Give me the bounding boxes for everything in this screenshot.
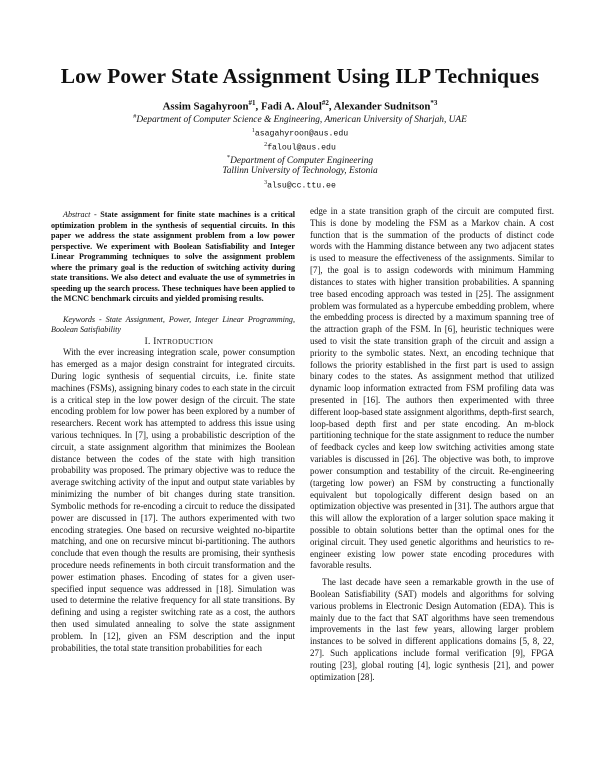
email-text: asagahyroon@aus.edu — [254, 129, 349, 139]
section-first-letter: I — [153, 335, 157, 346]
right-column — [310, 206, 554, 684]
affiliation-2-line-2: Tallinn University of Technology, Estonia — [222, 166, 378, 176]
affiliation-line-1: Department of Computer Engineering — [230, 156, 374, 167]
section-rest: NTRODUCTION — [156, 336, 214, 346]
affiliation-text: Department of Computer Science & Engineering, American University of Sharjah, UAE — [136, 115, 467, 126]
author-name: Fadi A. Aloul — [260, 100, 322, 113]
author-line — [0, 99, 600, 113]
abstract-label: Abstract - — [63, 210, 97, 219]
author-mark: *3 — [430, 99, 438, 107]
email-1 — [0, 128, 600, 139]
intro-paragraph: With the ever increasing integration scale, power consumption has emerged as a major design constraint for integrated circuits. During logic synthesis of sequential circuits, i.e. finite state machines (FSMs), assigning binary codes to each state in the circuit is a critical step in the low power design of the circuit. The state encoding problem for low power has been explored by a number of researchers. Recent work has attempted to address this issue using various techniques. In [7], using a probabilistic description of the circuit, a state assignment algorithm that minimizes the Boolean distance between the codes of the state with high transition probability was proposed. The primary objective was to reduce the average switching activity of the input and output state variables by minimizing the number of bit changes during state transition. Symbolic methods for re-encoding a circuit to reduce the dissipated power are discussed in [17]. The authors experimented with two encoding strategies. One based on recursive weighted no-bipartite matching, and one on recursive mincut bi-partitioning. The authors conclude that even though the results are promising, their synthesis procedure needs refinements in both circuit transformation and the power estimation phases. Encoding of states for a given user-specified input sequence was addressed in [18]. Simulation was used to determine the relative frequency for all state transitions. By defining and using a register switching rate as a cost, the authors then used simulated annealing to solve the state assignment problem. In [12], given an FSM description and the input probabilities, the total state transition probabilities for each — [51, 347, 295, 653]
sat-paragraph: The last decade have seen a remarkable growth in the use of Boolean Satisfiability (SAT) models and algorithms for solving various problems in Electronic Design Automation (EDA). This is mainly due to the fact that SAT algorithms have seen tremendous improvements in the last few years, allowing larger problem instances to be solved in different applications domains [5, 8, 22, 27]. Such applications include formal verification [9], FPGA routing [23], global routing [4], logic synthesis [21], and power optimization [28]. — [310, 577, 554, 682]
email-2 — [0, 142, 600, 153]
left-column — [51, 210, 295, 654]
paper-title: Low Power State Assignment Using ILP Techniques — [60, 64, 540, 88]
email-3 — [0, 180, 600, 191]
affiliation-mark: * — [226, 154, 231, 161]
keywords-label: Keywords - — [63, 314, 102, 324]
author-mark: #2 — [321, 99, 329, 107]
abstract — [51, 210, 295, 305]
affiliation-mark: # — [133, 113, 137, 120]
section-heading — [51, 336, 295, 348]
author-mark: #1 — [248, 99, 256, 107]
abstract-text: State assignment for finite state machines is a critical optimization problem in the synthesis of sequential circuits. In this paper we address the state assignment problem from a low power perspective. We experiment with Boolean Satisfiability and Integer Linear Programming techniques to solve the assignment problem where the primary goal is the reduction of switching activity during state transitions. We also detect and evaluate the use of symmetries in speeding up the search process. These techniques have been applied to the MCNC benchmark circuits and yielded promising results. — [51, 210, 295, 303]
email-text: faloul@aus.edu — [267, 143, 336, 153]
keywords — [51, 315, 295, 336]
email-mark: 1 — [251, 128, 255, 134]
email-mark: 3 — [264, 180, 268, 186]
intro-continued-paragraph: edge in a state transition graph of the circuit are computed first. This is done by modeling the FSM as a Markov chain. A cost function that is the summation of the products of distinct code words with the Hamming distance between any two adjacent states is used to measure the effectiveness of the assignments. Similar to [7], the goal is to assign codewords with minimum Hamming distances to states with higher transition probabilities. A spanning tree based encoding approach was tested in [25]. The assignment problem was formulated as a hypercube embedding problem, where the embedding process is directed by a maximum spanning tree of the attraction graph of the FSM. In [6], heuristic techniques were used to visit the state transition graph of the circuit and assign a priority to the symbolic states. Next, an encoding technique that follows the priority established in the first part is used to assign binary codes to the states. As assignment method that utilized dynamic loop information extracted from FSM profiling data was presented in [16]. The authors then experimented with three different loop-based state assignment algorithms, depth-first search, loop-based depth first and per state encoding. An m-block partitioning technique for the state assignment to reduce the number of feedback cycles and keep low switching activities among state variables is discussed in [26]. The objective was both, to improve power consumption and testability of the circuit. Re-engineering (targeting low power) an FSM by constructing a functionally equivalent but topologically different design based on an optimization objective was presented in [31]. The authors argue that this will allow the exploration of a larger solution space making it possible to obtain solutions better than the optimal ones for the original circuit. They used genetic algorithms and heuristics to re-engineer existing low power state encoding procedures with favorable results. — [310, 206, 554, 571]
author-name: Assim Sagahyroon — [162, 100, 249, 113]
section-number: I. — [144, 335, 151, 346]
author-name: Alexander Sudnitson — [333, 100, 431, 113]
author-separator: , — [255, 100, 261, 113]
email-mark: 2 — [264, 142, 268, 148]
keywords-text: State Assignment, Power, Integer Linear Programming, Boolean Satisfiability — [51, 314, 296, 334]
author-separator: , — [328, 100, 334, 113]
affiliation-2 — [0, 154, 600, 166]
email-text: alsu@cc.ttu.ee — [267, 181, 336, 191]
affiliation-1 — [0, 113, 600, 125]
